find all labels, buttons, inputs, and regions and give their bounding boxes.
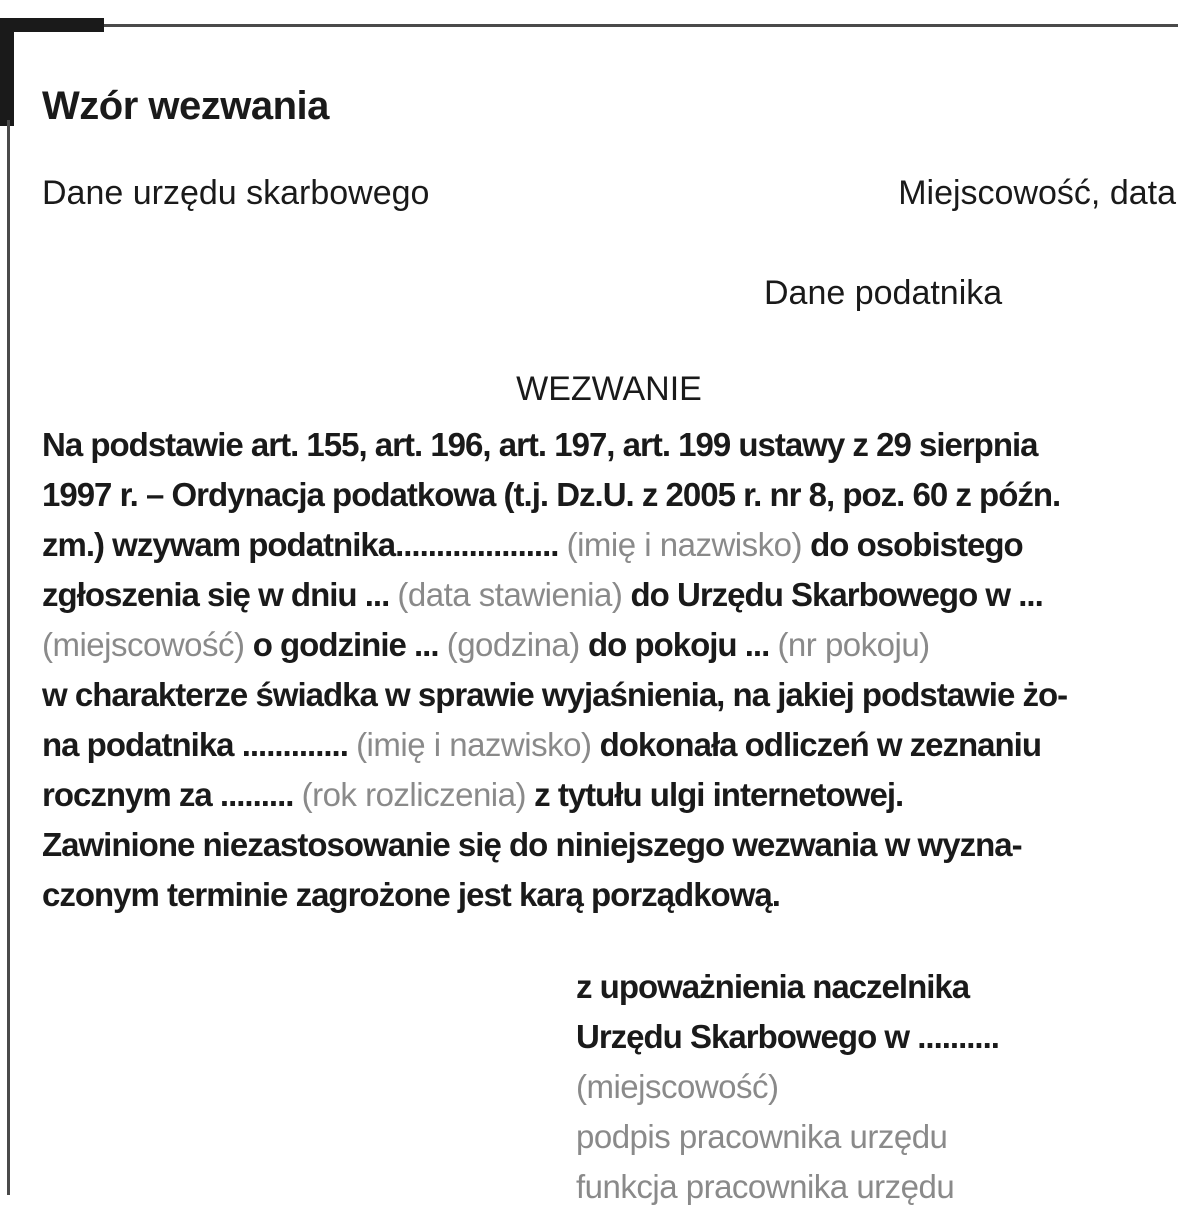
taxpayer-data-label: Dane podatnika [764, 274, 1003, 312]
tax-office-data-label: Dane urzędu skarbowego [42, 174, 430, 212]
placeholder-text: (miejscowość) [42, 626, 245, 663]
summons-body [42, 420, 1182, 920]
body-line [42, 420, 1182, 470]
body-text-segment: czonym terminie zagrożone jest karą porządkową. [42, 876, 780, 913]
body-line [42, 470, 1182, 520]
body-text-segment: zgłoszenia się w dniu ... [42, 576, 398, 613]
body-text-segment: dokonała odliczeń w zeznaniu [591, 726, 1042, 763]
body-line [42, 670, 1182, 720]
body-line [42, 720, 1182, 770]
frame-top-rule [102, 24, 1178, 27]
page-title: Wzór wezwania [42, 84, 329, 128]
frame-corner-horizontal [0, 18, 104, 32]
signature-block [576, 962, 1176, 1212]
body-line [42, 570, 1182, 620]
place-date-label: Miejscowość, data [898, 174, 1176, 212]
document-heading: WEZWANIE [516, 370, 702, 408]
body-text-segment: do osobistego [801, 526, 1023, 563]
signature-authorization-line: z upoważnienia naczelnika [576, 968, 970, 1005]
body-text-segment: 1997 r. – Ordynacja podatkowa (t.j. Dz.U. z 2005 r. nr 8, poz. 60 z późn. [42, 476, 1061, 513]
placeholder-text: (data stawienia) [397, 576, 623, 613]
signature-place-placeholder: (miejscowość) [576, 1068, 779, 1105]
body-line [42, 770, 1182, 820]
placeholder-text: (rok rozliczenia) [301, 776, 526, 813]
placeholder-text: (imię i nazwisko) [356, 726, 592, 763]
body-text-segment: Zawinione niezastosowanie się do niniejszego wezwania w wyzna- [42, 826, 1022, 863]
body-text-segment: do pokoju ... [579, 626, 778, 663]
placeholder-text: (nr pokoju) [777, 626, 930, 663]
placeholder-text: (imię i nazwisko) [566, 526, 802, 563]
body-text-segment: z tytułu ulgi internetowej. [525, 776, 904, 813]
body-text-segment: Na podstawie art. 155, art. 196, art. 197, art. 199 ustawy z 29 sierpnia [42, 426, 1038, 463]
body-line [42, 870, 1182, 920]
placeholder-text: (godzina) [446, 626, 580, 663]
signature-employee-function: funkcja pracownika urzędu [576, 1168, 955, 1205]
body-text-segment: w charakterze świadka w sprawie wyjaśnienia, na jakiej podstawie żo- [42, 676, 1068, 713]
body-text-segment: zm.) wzywam podatnika.................... [42, 526, 567, 563]
body-text-segment: na podatnika ............. [42, 726, 357, 763]
body-line [42, 520, 1182, 570]
frame-left-rule [7, 120, 10, 1195]
body-text-segment: o godzinie ... [244, 626, 447, 663]
body-line [42, 620, 1182, 670]
body-line [42, 820, 1182, 870]
signature-office-line: Urzędu Skarbowego w .......... [576, 1018, 999, 1055]
signature-employee-signature: podpis pracownika urzędu [576, 1118, 948, 1155]
body-text-segment: do Urzędu Skarbowego w ... [622, 576, 1043, 613]
body-text-segment: rocznym za ......... [42, 776, 302, 813]
frame-corner-vertical [0, 18, 14, 126]
